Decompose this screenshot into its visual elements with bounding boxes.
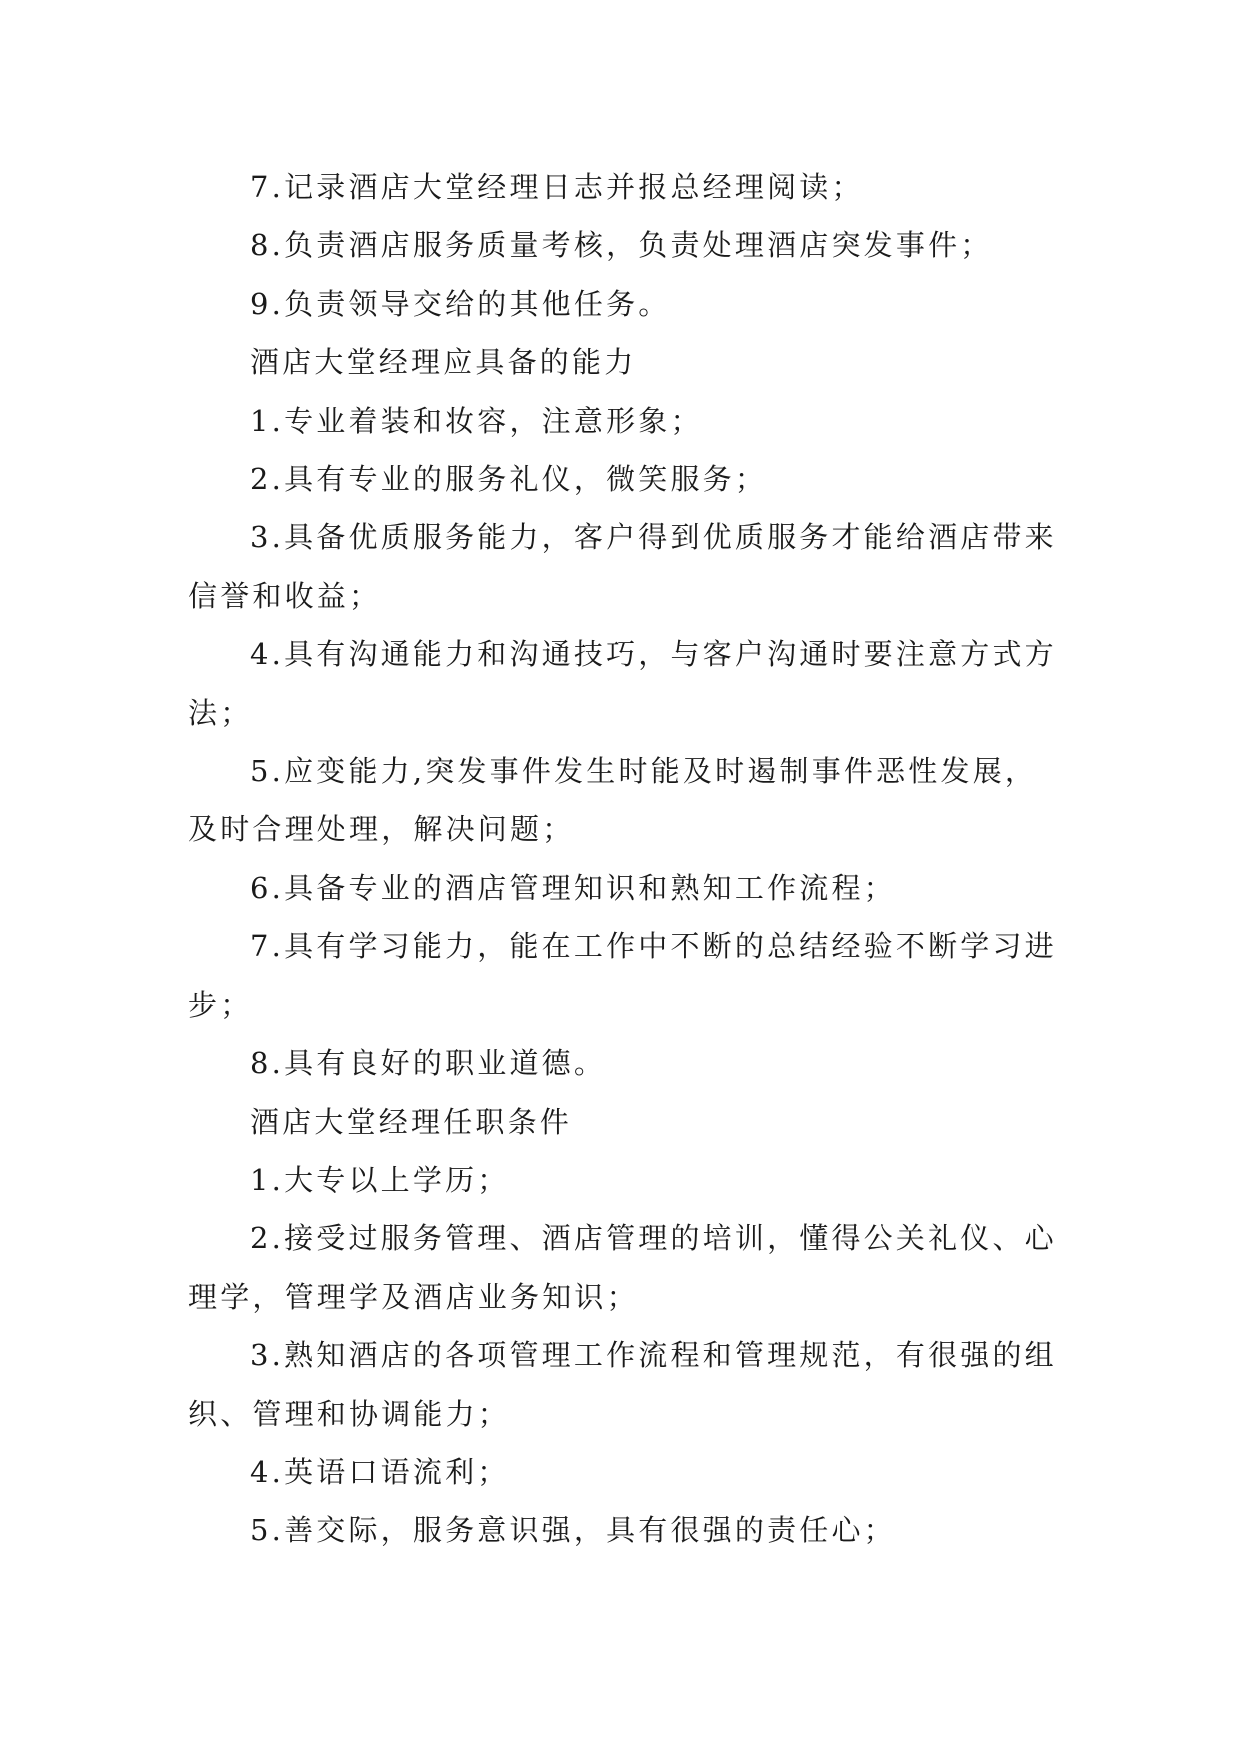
duty-item-7: 7.记录酒店大堂经理日志并报总经理阅读； — [250, 170, 864, 204]
ability-item-5: 5.应变能力,突发事件发生时能及时遏制事件恶性发展，及时合理处理，解决问题； — [188, 754, 1038, 847]
requirement-item-3: 3.熟知酒店的各项管理工作流程和管理规范，有很强的组织、管理和协调能力； — [188, 1338, 1057, 1431]
ability-item-3: 3.具备优质服务能力，客户得到优质服务才能给酒店带来信誉和收益； — [188, 520, 1057, 613]
duty-item-8: 8.负责酒店服务质量考核，负责处理酒店突发事件； — [250, 228, 993, 263]
document-body — [188, 158, 1058, 1560]
section-heading-requirements: 酒店大堂经理任职条件 — [250, 1104, 573, 1139]
section-heading-abilities: 酒店大堂经理应具备的能力 — [250, 345, 637, 380]
requirement-item-5: 5.善交际，服务意识强，具有很强的责任心； — [250, 1513, 896, 1548]
requirement-item-1: 1.大专以上学历； — [250, 1162, 510, 1197]
requirement-item-2: 2.接受过服务管理、酒店管理的培训，懂得公关礼仪、心理学，管理学及酒店业务知识； — [188, 1221, 1057, 1314]
ability-item-7: 7.具有学习能力，能在工作中不断的总结经验不断学习进步； — [188, 929, 1057, 1022]
requirement-item-4: 4.英语口语流利； — [250, 1454, 510, 1489]
ability-item-4: 4.具有沟通能力和沟通技巧，与客户沟通时要注意方式方法； — [188, 637, 1057, 730]
duty-item-9: 9.负责领导交给的其他任务。 — [250, 286, 671, 321]
ability-item-1: 1.专业着装和妆容，注意形象； — [250, 403, 703, 438]
ability-item-2: 2.具有专业的服务礼仪，微笑服务； — [250, 462, 768, 497]
ability-item-8: 8.具有良好的职业道德。 — [250, 1046, 607, 1081]
ability-item-6: 6.具备专业的酒店管理知识和熟知工作流程； — [250, 870, 896, 905]
